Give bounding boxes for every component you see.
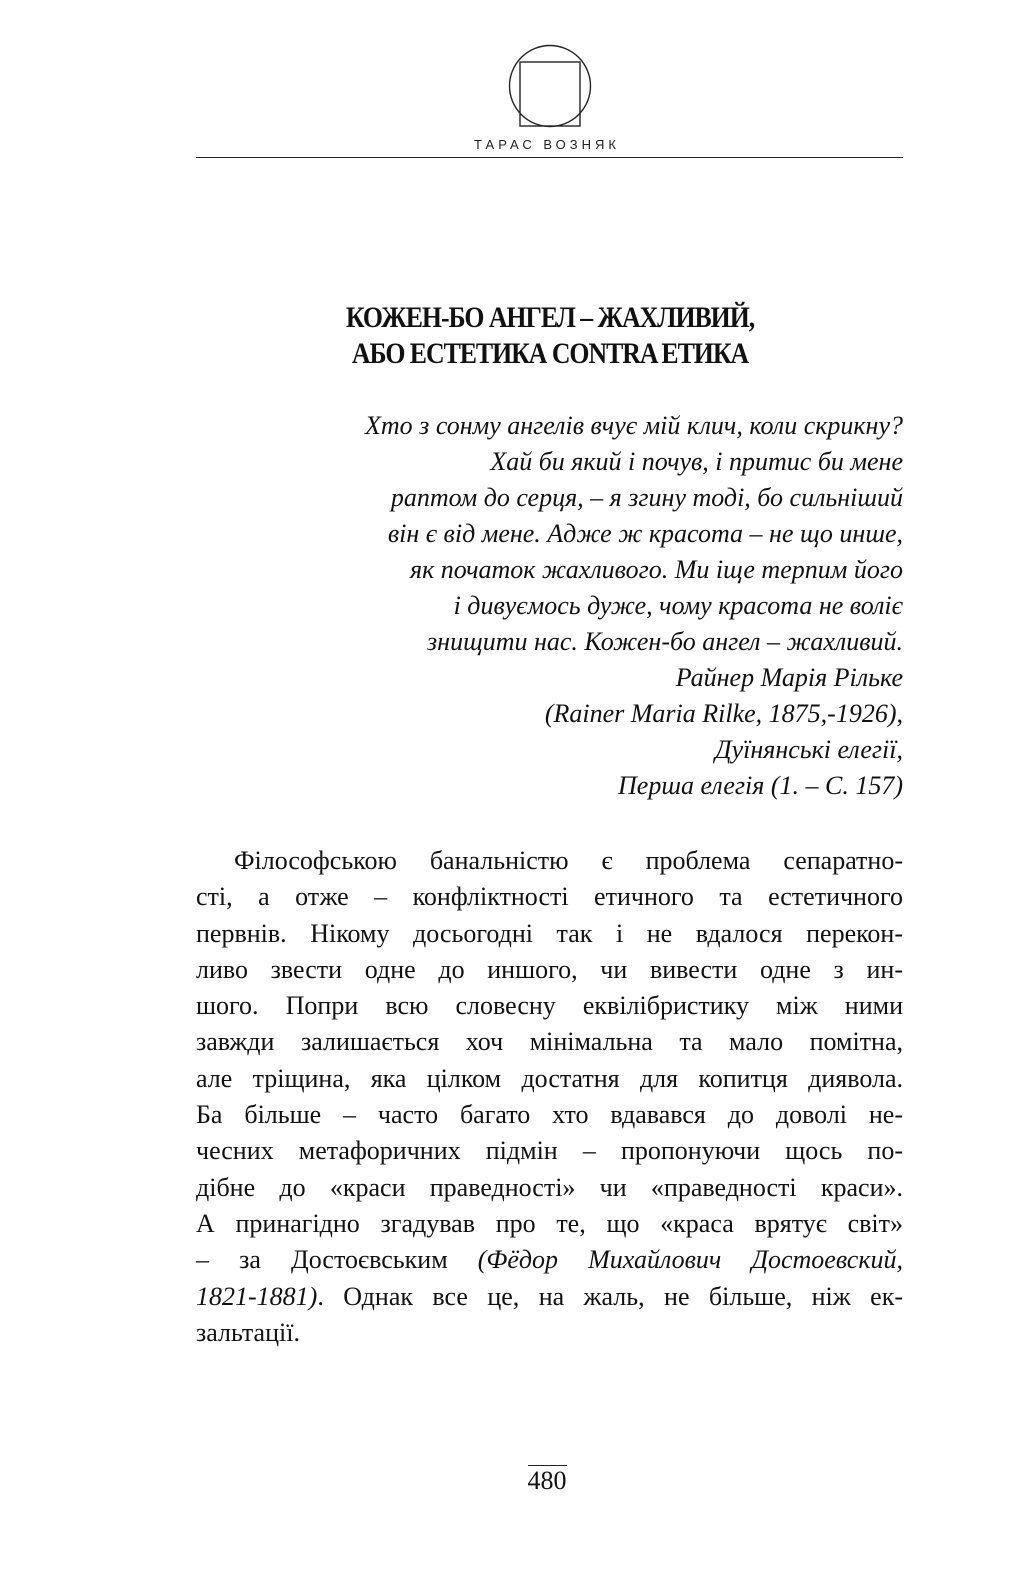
body-line: завжди залишається хоч мінімальна та мало помітна, (196, 1027, 903, 1057)
epigraph-attribution-line: Перша елегія (1. – С. 157) (618, 771, 903, 800)
body-text-segment: . Однак все це, на жаль, не більше, ніж ек- (317, 1281, 903, 1311)
body-line: Філософською банальністю є проблема сепаратно- (234, 846, 903, 875)
author-citation-dates: 1821-1881) (196, 1281, 318, 1311)
body-line: Ба більше – часто багато хто вдавався до доволі не- (196, 1100, 903, 1130)
page-number (0, 1465, 1024, 1496)
body-line: шого. Попри всю словесну еквілібристику між ними (196, 991, 903, 1021)
epigraph-line: Хто з сонму ангелів вчує мій клич, коли скрикну? (365, 411, 903, 440)
body-line: сті, а отже – конфліктності етичного та естетичного (196, 882, 903, 912)
body-line (196, 1242, 903, 1278)
epigraph-line: знищити нас. Кожен-бо ангел – жахливий. (427, 627, 903, 656)
running-head: ТАРАС ВОЗНЯК (474, 137, 620, 152)
epigraph (196, 408, 903, 804)
header-rule (196, 157, 903, 158)
epigraph-line: і дивуємось дуже, чому красота не воліє (453, 591, 903, 620)
chapter-title (240, 300, 859, 372)
body-text-segment: – за Достоєвським (196, 1245, 478, 1275)
body-line: ливо звести одне до иншого, чи вивести одне з ин- (196, 954, 903, 984)
body-line: але тріщина, яка цілком достатня для копитця диявола. (196, 1063, 903, 1093)
circle-square-emblem-icon (508, 44, 592, 128)
epigraph-line: він є від мене. Адже ж красота – не що инше, (387, 519, 903, 548)
body-line: зальтації. (196, 1317, 300, 1347)
body-paragraph (196, 843, 903, 1351)
epigraph-attribution-line: (Rainer Maria Rilke, 1875,-1926), (544, 699, 903, 728)
chapter-title-line: АБО ЕСТЕТИКА CONTRA ЕТИКА (351, 337, 749, 370)
epigraph-attribution-line: Райнер Марія Рільке (675, 663, 903, 692)
body-line: А принагідно згадував про те, що «краса врятує світ» (196, 1208, 903, 1238)
epigraph-attribution-line: Дуїнянські елегії, (715, 735, 903, 764)
author-citation: (Фёдор Михайлович Достоевский, (477, 1245, 903, 1275)
epigraph-line: як початок жахливого. Ми іще терпим його (410, 555, 903, 584)
epigraph-line: раптом до серця, – я згину тоді, бо сильніший (390, 483, 903, 512)
chapter-title-line: КОЖЕН-БО АНГЕЛ – ЖАХЛИВИЙ, (345, 301, 755, 334)
body-line (196, 1279, 903, 1315)
body-line: дібне до «краси праведності» чи «праведності краси». (196, 1172, 903, 1202)
page-number-value: 480 (527, 1466, 567, 1495)
body-line: первнів. Нікому досьогодні так і не вдалося перекон- (196, 918, 903, 948)
body-line: чесних метафоричних підмін – пропонуючи щось по- (196, 1136, 903, 1166)
epigraph-line: Хай би який і почув, і притис би мене (490, 447, 903, 476)
